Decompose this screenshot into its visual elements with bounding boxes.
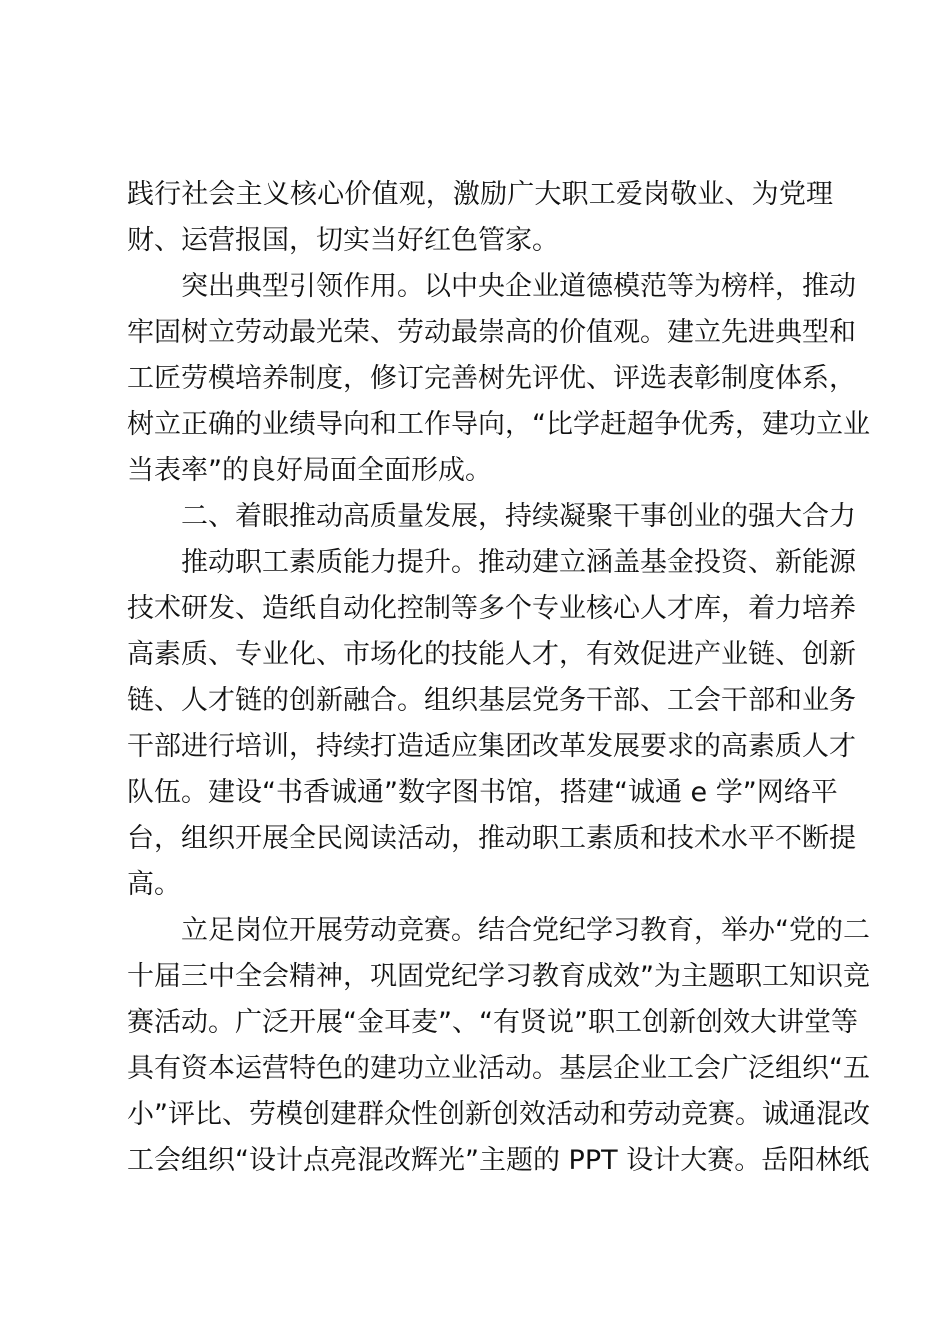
text-line: 树立正确的业绩导向和工作导向，“比学赶超争优秀，建功立业 (127, 409, 870, 440)
text-line: 台，组织开展全民阅读活动，推动职工素质和技术水平不断提 (127, 823, 856, 854)
text-line: 队伍。建设“书香诚通”数字图书馆，搭建“诚通 e 学”网络平 (127, 777, 838, 808)
paragraph-first-line: 立足岗位开展劳动竞赛。结合党纪学习教育，举办“党的二 (181, 915, 870, 946)
paragraph-first-line: 突出典型引领作用。以中央企业道德模范等为榜样，推动 (181, 271, 856, 302)
text-line: 工匠劳模培养制度，修订完善树先评优、评选表彰制度体系， (127, 363, 856, 394)
text-line: 牢固树立劳动最光荣、劳动最崇高的价值观。建立先进典型和 (127, 317, 856, 348)
document-body (127, 172, 870, 1184)
text-line: 具有资本运营特色的建功立业活动。基层企业工会广泛组织“五 (127, 1053, 870, 1084)
text-line: 赛活动。广泛开展“金耳麦”、“有贤说”职工创新创效大讲堂等 (127, 1007, 858, 1038)
text-line: 工会组织“设计点亮混改辉光”主题的 PPT 设计大赛。岳阳林纸 (127, 1145, 870, 1176)
text-line: 链、人才链的创新融合。组织基层党务干部、工会干部和业务 (127, 685, 856, 716)
paragraph-first-line: 推动职工素质能力提升。推动建立涵盖基金投资、新能源 (181, 547, 856, 578)
text-line: 干部进行培训，持续打造适应集团改革发展要求的高素质人才 (127, 731, 856, 762)
text-line: 十届三中全会精神，巩固党纪学习教育成效”为主题职工知识竞 (127, 961, 870, 992)
text-line: 当表率”的良好局面全面形成。 (127, 455, 492, 486)
section-heading: 二、着眼推动高质量发展，持续凝聚干事创业的强大合力 (181, 501, 856, 532)
text-line: 高。 (127, 869, 181, 900)
text-line: 高素质、专业化、市场化的技能人才，有效促进产业链、创新 (127, 639, 856, 670)
text-line: 践行社会主义核心价值观，激励广大职工爱岗敬业、为党理 (127, 179, 833, 210)
text-line: 财、运营报国，切实当好红色管家。 (127, 225, 559, 256)
text-line: 技术研发、造纸自动化控制等多个专业核心人才库，着力培养 (127, 593, 856, 624)
text-line: 小”评比、劳模创建群众性创新创效活动和劳动竞赛。诚通混改 (127, 1099, 870, 1130)
